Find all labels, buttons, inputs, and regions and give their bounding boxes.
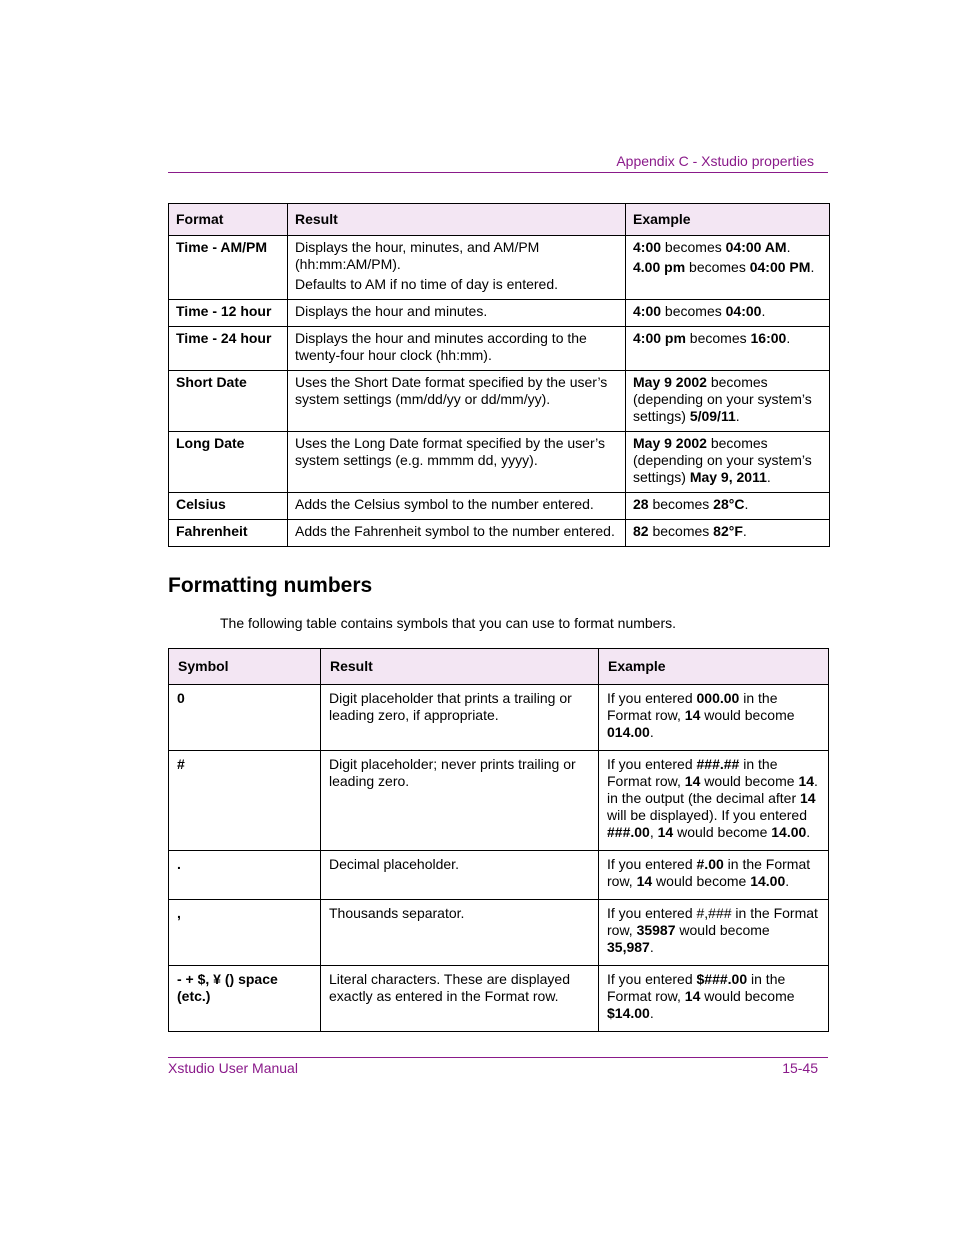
example-cell — [626, 371, 830, 432]
result-text: Displays the hour, minutes, and AM/PM (hh:mm:AM/PM). — [295, 239, 540, 272]
result-cell: Adds the Fahrenheit symbol to the number entered. — [288, 520, 626, 547]
example-text: . — [649, 724, 654, 740]
footer-rule — [168, 1057, 828, 1058]
example-value: 14.00 — [750, 873, 786, 889]
example-cell — [599, 900, 829, 966]
example-input: 82 — [633, 523, 649, 539]
format-cell: Fahrenheit — [169, 520, 288, 547]
example-cell — [626, 327, 830, 371]
example-cell — [626, 432, 830, 493]
format-cell: Time - AM/PM — [169, 236, 288, 300]
result-cell — [288, 236, 626, 300]
example-period: . — [761, 303, 766, 319]
date-time-format-table — [168, 203, 830, 547]
format-cell: Time - 12 hour — [169, 300, 288, 327]
example-value: 14 — [684, 773, 701, 789]
example-value: 14 — [798, 773, 815, 789]
table-row — [169, 327, 830, 371]
table-row — [169, 900, 829, 966]
example-value: ###.00 — [607, 824, 650, 840]
example-cell — [599, 966, 829, 1032]
example-text: If you entered — [607, 756, 697, 772]
example-period: . — [786, 239, 791, 255]
example-output: 04:00 AM — [725, 239, 787, 255]
page-number: 15-45 — [782, 1060, 818, 1076]
example-cell — [599, 685, 829, 751]
example-value: 14 — [636, 873, 653, 889]
table-row — [169, 371, 830, 432]
column-header-result: Result — [288, 204, 626, 236]
example-text: in the Format row, — [607, 690, 778, 723]
example-cell — [599, 851, 829, 900]
example-period: . — [742, 523, 747, 539]
example-text: . — [785, 873, 790, 889]
example-connector: becomes — [661, 303, 726, 319]
example-output: 16:00 — [750, 330, 787, 346]
table-row — [169, 966, 829, 1032]
example-output: 5/09/11 — [689, 408, 736, 424]
example-connector: becomes — [685, 259, 750, 275]
table-row — [169, 520, 830, 547]
example-input: 4:00 — [633, 303, 662, 319]
example-text: If you entered #,### in the Format row, — [607, 905, 818, 938]
example-output: 04:00 — [725, 303, 762, 319]
table-row — [169, 685, 829, 751]
format-cell: Short Date — [169, 371, 288, 432]
example-text: If you entered — [607, 971, 697, 987]
example-connector: becomes — [648, 496, 714, 512]
example-text: in the Format row, — [607, 971, 786, 1004]
example-connector: becomes (depending on your system’s settings) — [633, 435, 812, 485]
example-value: 14 — [800, 790, 816, 806]
result-cell: Displays the hour and minutes according to the twenty-four hour clock (hh:mm). — [288, 327, 626, 371]
example-input: May 9 2002 — [633, 435, 707, 451]
footer-manual-title: Xstudio User Manual — [168, 1060, 298, 1076]
example-connector: becomes (depending on your system’s settings) — [633, 374, 812, 424]
section-heading: Formatting numbers — [168, 574, 373, 597]
example-value: #.00 — [696, 856, 724, 872]
example-value: ###.## — [696, 756, 740, 772]
format-cell: Time - 24 hour — [169, 327, 288, 371]
symbol-cell: . — [169, 851, 321, 900]
result-cell: Digit placeholder that prints a trailing or leading zero, if appropriate. — [321, 685, 599, 751]
header-rule — [168, 172, 828, 173]
example-period: . — [786, 330, 791, 346]
result-cell: Thousands separator. — [321, 900, 599, 966]
symbol-cell: 0 — [169, 685, 321, 751]
example-text: in the Format row, — [607, 856, 811, 889]
example-text: would become — [700, 988, 795, 1004]
table-row — [169, 493, 830, 520]
example-connector: becomes — [685, 330, 751, 346]
example-output: 28°C — [713, 496, 745, 512]
example-period: . — [766, 469, 771, 485]
table-row — [169, 432, 830, 493]
example-text: would become — [700, 773, 799, 789]
example-text: , — [649, 824, 658, 840]
column-header-example: Example — [626, 204, 830, 236]
example-value: 35987 — [636, 922, 676, 938]
example-value: 000.00 — [696, 690, 740, 706]
example-value: $###.00 — [696, 971, 748, 987]
example-period: . — [744, 496, 749, 512]
example-input: May 9 2002 — [633, 374, 707, 390]
column-header-format: Format — [169, 204, 288, 236]
example-input: 4:00 pm — [633, 330, 686, 346]
table-row — [169, 236, 830, 300]
example-cell — [626, 520, 830, 547]
example-value: 14 — [684, 988, 701, 1004]
table-header-row — [169, 649, 829, 685]
example-text: If you entered — [607, 856, 697, 872]
example-value: 14 — [684, 707, 701, 723]
example-input: 28 — [633, 496, 649, 512]
format-cell: Celsius — [169, 493, 288, 520]
example-text: in the Format row, — [607, 756, 778, 789]
example-value: 14.00 — [771, 824, 807, 840]
result-cell: Literal characters. These are displayed exactly as entered in the Format row. — [321, 966, 599, 1032]
format-cell: Long Date — [169, 432, 288, 493]
section-intro: The following table contains symbols that you can use to format numbers. — [220, 615, 677, 631]
example-cell — [599, 751, 829, 851]
result-cell: Uses the Long Date format specified by the user’s system settings (e.g. mmmm dd, yyyy). — [288, 432, 626, 493]
example-connector: becomes — [648, 523, 714, 539]
column-header-example: Example — [599, 649, 829, 685]
example-output: 04:00 PM — [749, 259, 811, 275]
example-cell — [626, 236, 830, 300]
example-cell — [626, 300, 830, 327]
example-connector: becomes — [661, 239, 726, 255]
result-cell: Decimal placeholder. — [321, 851, 599, 900]
example-value: 35,987 — [607, 939, 650, 955]
result-cell: Displays the hour and minutes. — [288, 300, 626, 327]
example-text: would become — [673, 824, 772, 840]
result-cell: Adds the Celsius symbol to the number entered. — [288, 493, 626, 520]
table-row — [169, 300, 830, 327]
example-text: will be displayed). If you entered — [607, 807, 807, 823]
symbol-cell: - + $, ¥ () space (etc.) — [169, 966, 321, 1032]
example-input: 4.00 pm — [633, 259, 686, 275]
example-text: . — [806, 824, 811, 840]
result-note: Defaults to AM if no time of day is entered. — [295, 276, 559, 292]
example-period: . — [735, 408, 740, 424]
result-cell: Digit placeholder; never prints trailing or leading zero. — [321, 751, 599, 851]
symbol-cell: # — [169, 751, 321, 851]
running-header: Appendix C - Xstudio properties — [616, 153, 814, 169]
example-text: would become — [675, 922, 770, 938]
table-row — [169, 751, 829, 851]
result-cell: Uses the Short Date format specified by the user’s system settings (mm/dd/yy or dd/mm/yy). — [288, 371, 626, 432]
example-text: If you entered — [607, 690, 697, 706]
example-text: . — [649, 939, 654, 955]
example-text: . in the output (the decimal after — [607, 773, 818, 806]
example-value: 14 — [657, 824, 674, 840]
example-value: 014.00 — [607, 724, 650, 740]
table-row — [169, 851, 829, 900]
column-header-symbol: Symbol — [169, 649, 321, 685]
example-cell — [626, 493, 830, 520]
example-value: $14.00 — [607, 1005, 650, 1021]
number-format-table — [168, 648, 829, 1032]
example-text: would become — [700, 707, 795, 723]
table-header-row — [169, 204, 830, 236]
example-text: . — [649, 1005, 654, 1021]
column-header-result: Result — [321, 649, 599, 685]
example-output: 82°F — [713, 523, 743, 539]
example-input: 4:00 — [633, 239, 662, 255]
example-text: would become — [652, 873, 751, 889]
example-period: . — [810, 259, 815, 275]
symbol-cell: , — [169, 900, 321, 966]
example-output: May 9, 2011 — [689, 469, 767, 485]
